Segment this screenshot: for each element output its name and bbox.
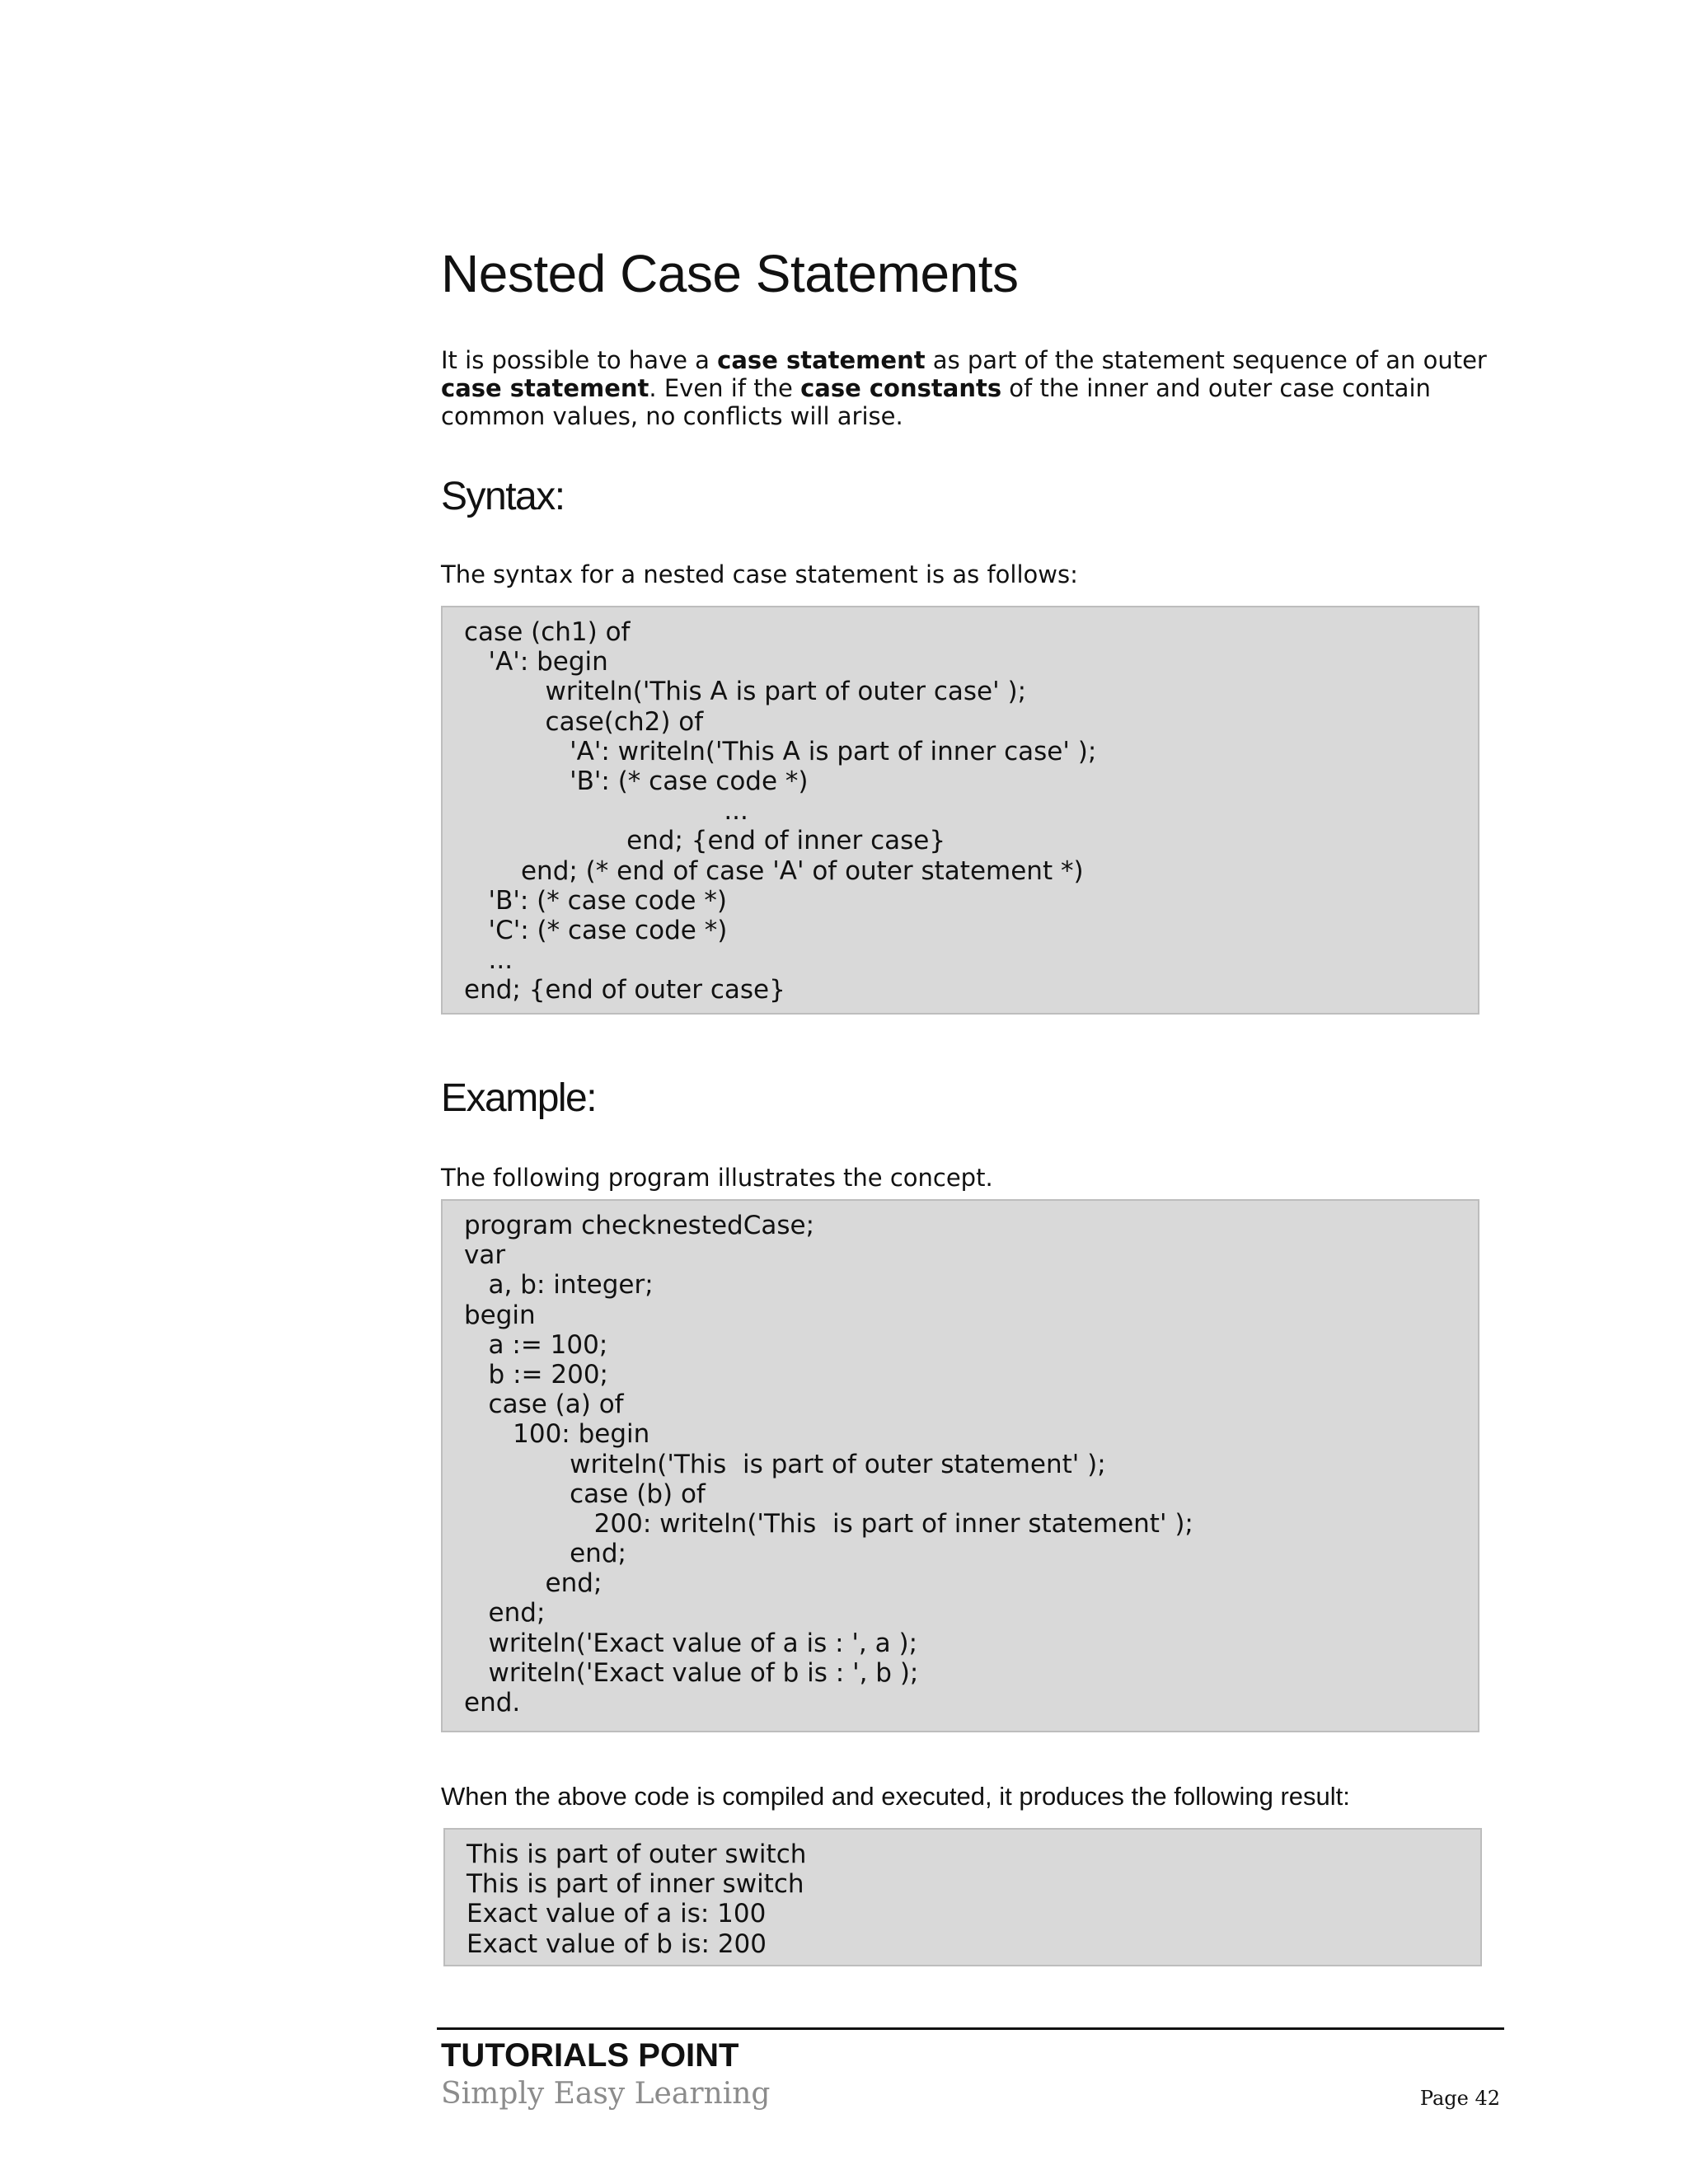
example-code-block [441, 1199, 1479, 1732]
code-line: 'B': (* case code *) [464, 885, 727, 916]
footer-tagline: Simply Easy Learning [441, 2077, 771, 2111]
intro-paragraph [441, 346, 1496, 430]
intro-text-3: . Even if the [649, 374, 801, 402]
intro-bold-2: case statement [441, 374, 649, 402]
intro-text-1: It is possible to have a [441, 346, 718, 374]
code-line: end; [464, 1568, 603, 1599]
page-title: Nested Case Statements [441, 244, 1019, 303]
code-line: writeln('This is part of outer statement' ); [464, 1449, 1106, 1479]
intro-text-2: as part of the statement sequence of an outer [925, 346, 1487, 374]
code-line: b := 200; [464, 1359, 608, 1390]
code-line: end; {end of outer case} [464, 975, 785, 1005]
code-line: end; [464, 1539, 626, 1569]
code-line: ... [464, 945, 513, 976]
output-line: This is part of inner switch [467, 1869, 804, 1900]
syntax-code-block [441, 606, 1479, 1015]
code-line: 100: begin [464, 1419, 650, 1450]
example-heading: Example: [441, 1076, 597, 1120]
code-line: case (b) of [464, 1479, 706, 1509]
code-line: 'C': (* case code *) [464, 915, 728, 945]
code-line: writeln('Exact value of a is : ', a ); [464, 1628, 918, 1658]
output-block [443, 1828, 1482, 1966]
output-line: Exact value of a is: 100 [467, 1899, 767, 1929]
example-description: The following program illustrates the concept. [441, 1164, 993, 1192]
syntax-description: The syntax for a nested case statement is as follows: [441, 560, 1078, 588]
code-line: case (a) of [464, 1390, 624, 1420]
code-line: writeln('This A is part of outer case' ); [464, 677, 1027, 707]
code-line: case (ch1) of [464, 617, 631, 647]
code-line: end. [464, 1688, 521, 1718]
intro-bold-3: case constants [800, 374, 1002, 402]
footer-divider [437, 2027, 1504, 2030]
page-number: Page 42 [1419, 2087, 1500, 2110]
output-line: This is part of outer switch [467, 1840, 807, 1869]
code-line: end; {end of inner case} [464, 826, 946, 856]
result-description: When the above code is compiled and executed, it produces the following result: [441, 1782, 1350, 1811]
code-line: end; [464, 1598, 546, 1629]
footer-brand: TUTORIALS POINT [441, 2037, 739, 2074]
code-line: program checknestedCase; [464, 1211, 815, 1240]
code-line: 200: writeln('This is part of inner statement' ); [464, 1508, 1193, 1539]
code-line: 'B': (* case code *) [464, 766, 809, 796]
intro-text-4: of the inner and outer case contain common values, no conflicts will arise. [441, 374, 1431, 430]
code-line: 'A': writeln('This A is part of inner case' ); [464, 736, 1097, 766]
syntax-heading: Syntax: [441, 475, 565, 518]
code-line: a := 100; [464, 1329, 608, 1360]
output-line: Exact value of b is: 200 [467, 1929, 767, 1959]
code-line: case(ch2) of [464, 706, 704, 737]
code-line: 'A': begin [464, 647, 608, 677]
code-line: writeln('Exact value of b is : ', b ); [464, 1657, 919, 1688]
code-line: a, b: integer; [464, 1270, 654, 1301]
intro-bold-1: case statement [717, 346, 926, 374]
code-line: end; (* end of case 'A' of outer statement *) [464, 855, 1084, 886]
code-line: begin [464, 1300, 536, 1330]
code-line: var [464, 1240, 506, 1271]
code-line: ... [464, 796, 748, 827]
